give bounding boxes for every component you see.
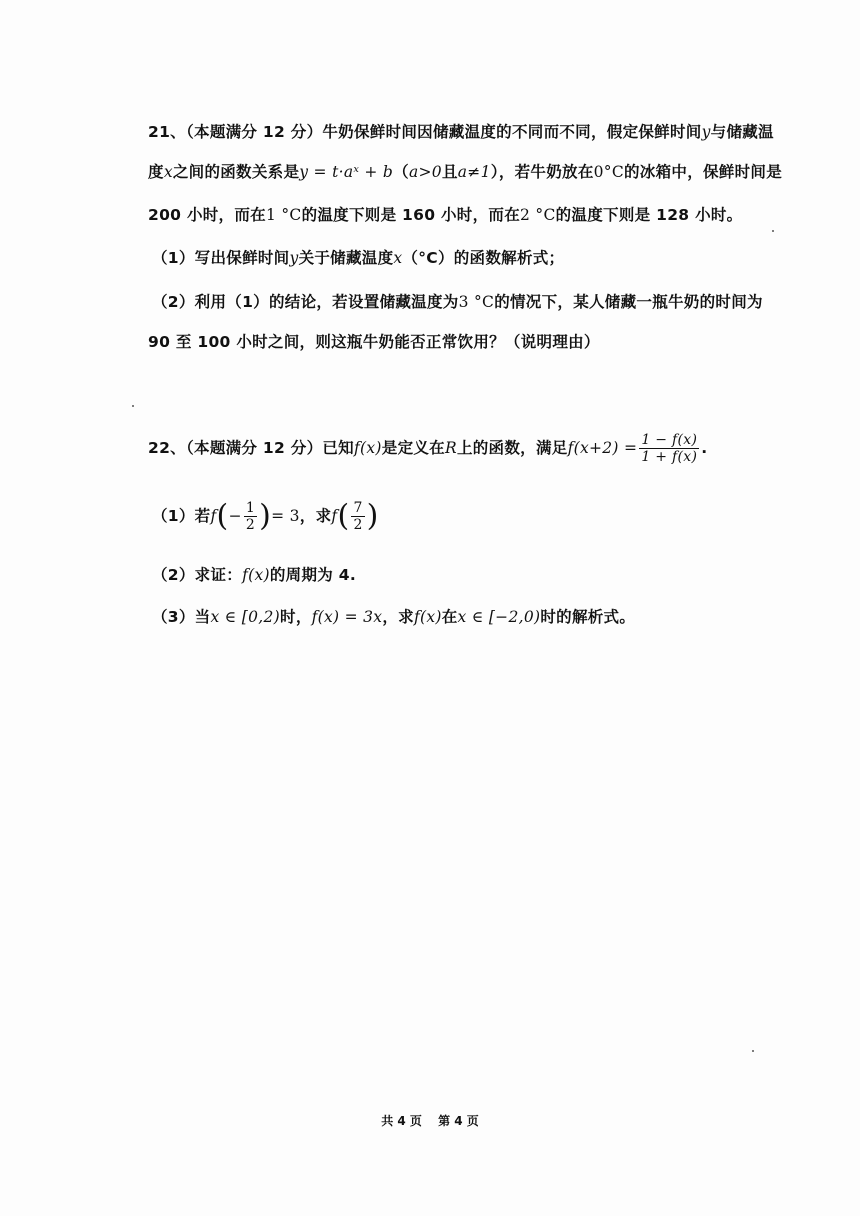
q21-part2-text: 90 至 100 小时之间，则这瓶牛奶能否正常饮用？（说明理由） <box>148 333 600 351</box>
paren-close: ) <box>259 498 272 534</box>
var-y: y <box>289 249 299 267</box>
equals-three: = 3 <box>271 507 300 525</box>
function-formula: y = t·aˣ + b <box>299 163 394 181</box>
fraction-numerator: 1 − f(x) <box>641 432 698 448</box>
q22-text: 22、（本题满分 12 分）已知 <box>148 439 354 457</box>
q21-part-2-line-1 <box>152 290 763 312</box>
q21-text: 与储藏温 <box>710 123 774 141</box>
q22-part2-text: 的周期为 4. <box>269 566 357 584</box>
fraction-denominator: 1 + f(x) <box>641 449 698 465</box>
function-definition: f(x) = 3x <box>311 608 383 626</box>
q22-text: 是定义在 <box>381 439 445 457</box>
q22-part-1 <box>152 500 379 533</box>
q22-part3-text: （3）当 <box>152 608 211 626</box>
minus-sign: − <box>228 507 242 525</box>
q22-part-2 <box>152 563 356 585</box>
q22-part3-text: 时， <box>280 608 312 626</box>
total-pages: 共 4 页 <box>381 1114 422 1128</box>
q21-text: 且 <box>441 163 458 181</box>
q21-part2-text: 的情况下，某人储藏一瓶牛奶的时间为 <box>494 293 763 311</box>
condition-a-positive: a>0 <box>408 163 442 181</box>
q22-part1-text: （1）若 <box>152 507 211 525</box>
function-fx: f(x) <box>353 439 382 457</box>
q22-text: . <box>701 439 708 457</box>
functional-equation-fraction <box>639 432 699 465</box>
temperature-3: 3 °C <box>458 293 495 311</box>
q21-part2-text: （2）利用（1）的结论，若设置储藏温度为 <box>152 293 459 311</box>
q21-part1-text: （1）写出保鲜时间 <box>152 249 290 267</box>
q22-part2-text: （2）求证： <box>152 566 243 584</box>
var-y: y <box>701 123 711 141</box>
q21-text: ），若牛奶放在 <box>490 163 594 181</box>
current-page: 第 4 页 <box>438 1114 479 1128</box>
q21-part1-text: （°C）的函数解析式； <box>402 249 565 267</box>
var-x: x <box>163 163 173 181</box>
q21-line-1 <box>148 120 774 142</box>
fraction-one-half <box>244 500 257 533</box>
function-f: f <box>210 507 217 525</box>
q21-text: 的温度下则是 160 小时，而在 <box>301 206 521 224</box>
temperature-2: 2 °C <box>520 206 556 224</box>
condition-a-not-one: a≠1 <box>457 163 491 181</box>
paren-open: ( <box>216 498 229 534</box>
fraction-seven-halves <box>351 500 364 533</box>
q22-part-3 <box>152 605 635 627</box>
q21-part1-text: 关于储藏温度 <box>298 249 394 267</box>
q21-line-2 <box>148 160 782 182</box>
fraction-numerator: 1 <box>245 500 256 516</box>
q21-text: （ <box>393 163 409 181</box>
q21-part-1 <box>152 246 564 268</box>
temperature-0: 0°C <box>593 163 624 181</box>
scan-speck <box>132 405 134 407</box>
q21-text: 200 小时，而在 <box>148 206 266 224</box>
page-footer <box>0 1112 860 1129</box>
paren-open: ( <box>337 498 350 534</box>
q21-text: 的冰箱中，保鲜时间是 <box>624 163 783 181</box>
q22-part3-text: ，求 <box>382 608 414 626</box>
fraction-denominator: 2 <box>245 517 256 533</box>
function-fx: f(x) <box>413 608 442 626</box>
interval-0-2: x ∈ [0,2) <box>210 608 281 626</box>
q21-text: 度 <box>148 163 164 181</box>
function-f: f <box>331 507 338 525</box>
q21-text: 21、（本题满分 12 分）牛奶保鲜时间因储藏温度的不同而不同，假定保鲜时间 <box>148 123 702 141</box>
q21-text: 的温度下则是 128 小时。 <box>555 206 743 224</box>
paren-close: ) <box>366 498 379 534</box>
functional-equation-lhs: f(x+2) = <box>567 439 638 457</box>
temperature-1: 1 °C <box>265 206 302 224</box>
q21-part-2-line-2 <box>148 330 600 352</box>
scan-speck <box>772 230 774 232</box>
q21-line-3 <box>148 203 742 225</box>
function-fx: f(x) <box>242 566 270 584</box>
q22-part3-text: 时的解析式。 <box>540 608 636 626</box>
q22-part1-text: ，求 <box>299 507 332 525</box>
q22-line-1 <box>148 432 707 465</box>
fraction-numerator: 7 <box>353 500 363 516</box>
interval-neg2-0: x ∈ [−2,0) <box>457 608 541 626</box>
scan-speck <box>752 1050 754 1052</box>
fraction-denominator: 2 <box>353 517 363 533</box>
q21-text: 之间的函数关系是 <box>172 163 300 181</box>
q22-text: 上的函数，满足 <box>456 439 568 457</box>
q22-part3-text: 在 <box>441 608 458 626</box>
var-x: x <box>393 249 403 267</box>
real-set-R: R <box>444 439 457 457</box>
